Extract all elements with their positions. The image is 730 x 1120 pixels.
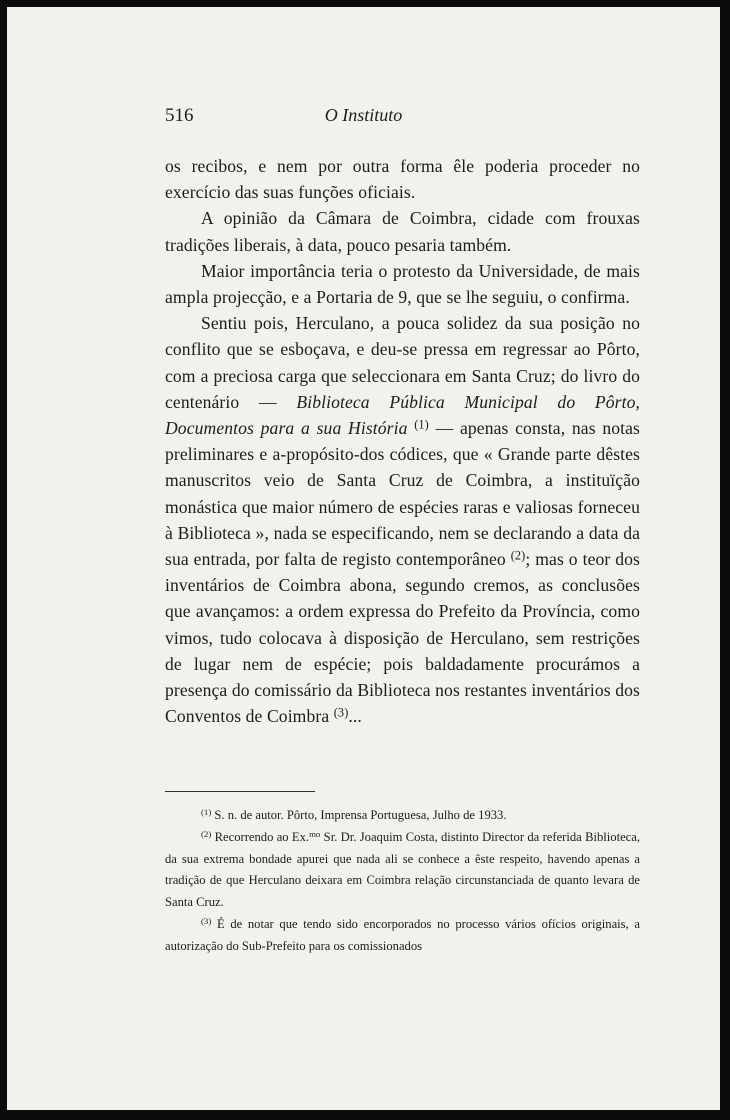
footnote-1	[165, 805, 640, 827]
footnote-3-mark: (3)	[201, 916, 212, 927]
book-title-citation: Biblioteca Pública Municipal do Pôrto, Documentos para a sua História	[165, 391, 641, 439]
paragraph-2: A opinião da Câmara de Coimbra, cidade com frouxas tradições liberais, à data, pouco pesaria também.	[165, 208, 640, 255]
body-text	[165, 153, 640, 729]
footnote-2-text-b: Sr. Dr. Joaquim Costa, distinto Director da referida Biblioteca, da sua extrema bondade apurei que nada ali se conhece a êste respeito, havendo apenas a tradição de que Herculano deixara em Coimbra relação circunstanciada de quanto levara de Santa Cruz.	[165, 829, 640, 910]
footnote-1-mark: (1)	[201, 807, 212, 818]
footnote-2-mark: (2)	[201, 828, 212, 839]
paragraph-4-part-b: — apenas consta, nas notas preliminares e a-propósito-dos códices, que « Grande parte dêstes manuscritos veio de Santa Cruz de Coimbra, a instituïção monástica que maior número de espécies raras e valiosas forneceu à Biblioteca », nada se especificando, nem se declarando a data da sua entrada, por falta de registo contemporâneo	[165, 418, 640, 570]
paragraph-1: os recibos, e nem por outra forma êle poderia proceder no exercício das suas funções oficiais.	[165, 156, 640, 203]
book-page	[7, 7, 720, 1110]
page-header	[7, 105, 720, 131]
footnote-3	[165, 914, 640, 958]
paragraph-4	[165, 310, 640, 729]
footnote-ref-3: (3)	[333, 705, 349, 720]
footnote-3-text: É de notar que tendo sido encorporados no processo vários ofícios originais, a autorização do Sub-Prefeito para os comissionados	[165, 916, 640, 953]
paragraph-3: Maior importância teria o protesto da Universidade, de mais ampla projecção, e a Portaria de 9, que se lhe seguiu, o confirma.	[165, 260, 640, 308]
footnote-1-text: S. n. de autor. Pôrto, Imprensa Portuguesa, Julho de 1933.	[211, 808, 507, 822]
footnote-ref-1: (1)	[414, 417, 429, 432]
paragraph-4-end: ...	[348, 706, 362, 727]
footnotes	[165, 805, 640, 958]
footnote-divider	[165, 791, 315, 792]
paragraph-4-part-a: Sentiu pois, Herculano, a pouca solidez da sua posição no conflito que se esboçava, e deu-se pressa em regressar ao Pôrto, com a preciosa carga que seleccionara em Santa Cruz; do livro do centenário —	[165, 313, 640, 412]
running-title: O Instituto	[324, 105, 403, 125]
footnote-2-abbrev: mo	[309, 828, 321, 839]
paragraph-4-part-c: ; mas o teor dos inventários de Coimbra abona, segundo cremos, as conclusões que avançamos: a ordem expressa do Prefeito da Província, como vimos, tudo colocava à disposição de Herculano, sem restrições de lugar nem de espécie; pois baldadamente procurámos a presença do comissário da Biblioteca nos restantes inventários dos Conventos de Coimbra	[165, 549, 640, 727]
footnote-ref-2: (2)	[510, 548, 526, 563]
footnote-2-text-a: Recorrendo ao Ex.	[211, 829, 310, 844]
footnote-2	[165, 827, 640, 914]
page-number: 516	[165, 105, 194, 126]
